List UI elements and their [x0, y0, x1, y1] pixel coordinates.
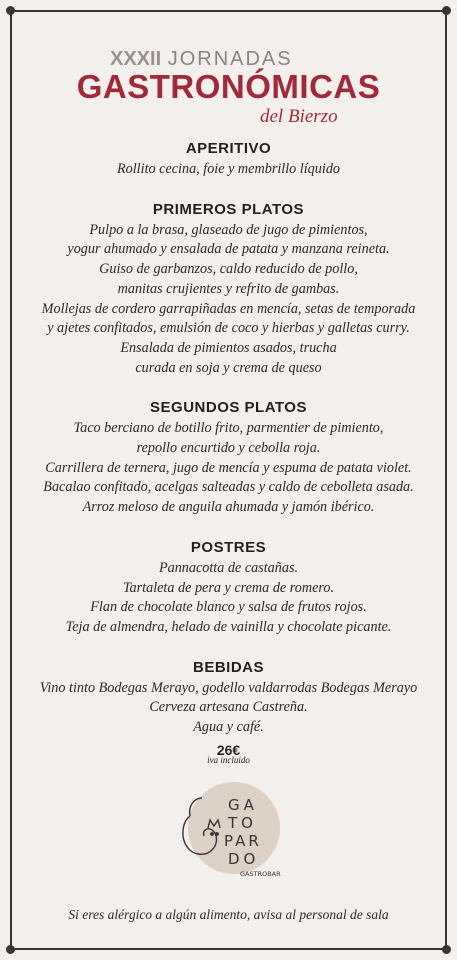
corner-dot-top-left [6, 6, 15, 15]
page-title: GASTRONÓMICAS [76, 68, 381, 105]
menu-item: Rollito cecina, foie y membrillo líquido [116, 161, 341, 177]
section-aperitivo [0, 140, 457, 180]
allergy-notice: Si eres alérgico a algún alimento, avisa al personal de sala [68, 907, 389, 922]
menu-item: Flan de chocolate blanco y salsa de frutos rojos. [90, 599, 367, 616]
page-subtitle: del Bierzo [260, 106, 338, 127]
menu-item: Vino tinto Bodegas Merayo, godello valdarrodas Bodegas Merayo [39, 679, 418, 696]
logo-tag: GASTROBAR [240, 870, 281, 878]
menu-item: Carrillera de ternera, jugo de mencía y espuma de patata violet. [45, 459, 412, 476]
menu-item: Bacalao confitado, acelgas salteadas y caldo de cebolleta asada. [43, 479, 414, 496]
corner-dot-bottom-right [442, 945, 451, 954]
menu-item: Ensalada de pimientos asados, trucha [120, 339, 337, 356]
logo-line-4: DO [228, 850, 260, 868]
menu-item: Pannacotta de castañas. [158, 559, 299, 576]
menu-item: Arroz meloso de anguila ahumada y jamón ibérico. [82, 499, 375, 516]
price-amount: 26€ [216, 742, 241, 758]
logo-line-1: GA [228, 796, 258, 814]
section-bebidas [0, 659, 457, 738]
menu-item: Pulpo a la brasa, glaseado de jugo de pimientos, [89, 221, 368, 238]
jornadas-label: JORNADAS [167, 48, 293, 70]
section-primeros [0, 201, 457, 379]
menu-item: repollo encurtido y cebolla roja. [136, 440, 321, 457]
menu-item: curada en soja y crema de queso [135, 359, 322, 376]
menu-item: manitas crujientes y refrito de gambas. [117, 280, 340, 297]
price-block [0, 742, 457, 765]
menu-item: Teja de almendra, helado de vainilla y chocolate picante. [65, 618, 392, 635]
corner-dot-bottom-left [6, 945, 15, 954]
menu-item: Tartaleta de pera y crema de romero. [122, 579, 335, 596]
logo-line-2: TO [228, 814, 257, 832]
edition-number: XXXII [110, 48, 162, 70]
section-title: POSTRES [190, 538, 267, 556]
section-postres [0, 539, 457, 638]
section-title: PRIMEROS PLATOS [152, 200, 305, 218]
section-title: BEBIDAS [192, 658, 264, 676]
menu-item: Taco berciano de botillo frito, parmentier de pimiento, [73, 420, 384, 437]
menu-content [0, 140, 457, 759]
gatopardo-logo [168, 776, 288, 886]
menu-item: Mollejas de cordero garrapiñadas en mencía, setas de temporada [41, 300, 416, 317]
logo-line-3: PAR [224, 832, 262, 850]
corner-dot-top-right [442, 6, 451, 15]
menu-item: Cerveza artesana Castreña. [149, 699, 308, 716]
menu-item: yogur ahumado y ensalada de patata y manzana reineta. [67, 241, 390, 258]
section-segundos [0, 399, 457, 518]
menu-item: y ajetes confitados, emulsión de coco y hierbas y galletas curry. [47, 320, 410, 337]
price-note: iva incluido [207, 755, 250, 765]
menu-item: Guiso de garbanzos, caldo reducido de pollo, [99, 261, 358, 278]
menu-item: Agua y café. [193, 719, 264, 736]
section-title: SEGUNDOS PLATOS [150, 399, 307, 417]
section-title: APERITIVO [185, 140, 272, 157]
